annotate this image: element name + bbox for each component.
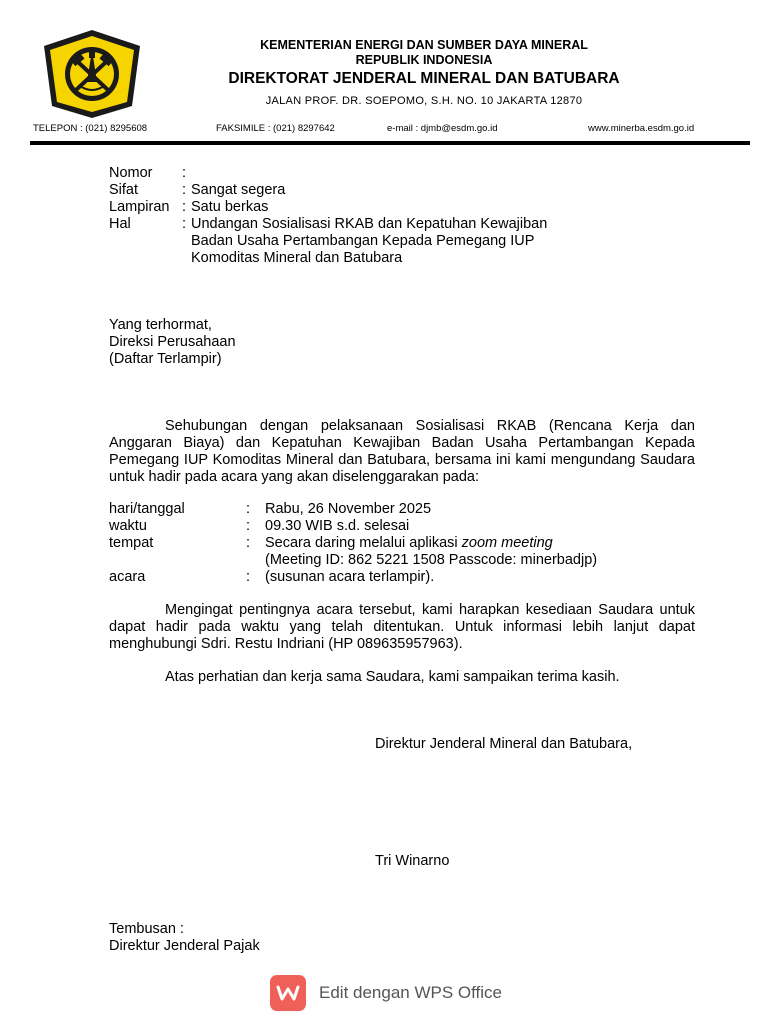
date-value: Rabu, 26 November 2025 xyxy=(265,501,432,517)
closing-text: Mengingat pentingnya acara tersebut, kami harapkan kesediaan Saudara untuk dapat hadir pada waktu yang telah ditentukan. Untuk informasi lebih lanjut dapat menghubungi Sdri. Restu Indriani (HP 089635957963). xyxy=(109,602,695,652)
recipient-line-1: Yang terhormat, xyxy=(109,317,212,333)
website: www.minerba.esdm.go.id xyxy=(588,123,695,134)
sifat-colon: : xyxy=(182,182,187,198)
hal-line-1: Undangan Sosialisasi RKAB dan Kepatuhan Kewajiban xyxy=(191,216,548,232)
signature-name: Tri Winarno xyxy=(375,853,450,869)
email: e-mail : djmb@esdm.go.id xyxy=(387,123,498,134)
sifat-label: Sifat xyxy=(109,182,139,198)
place-value xyxy=(265,535,553,552)
address: JALAN PROF. DR. SOEPOMO, S.H. NO. 10 JAKARTA 12870 xyxy=(265,95,583,107)
place-value-app: zoom meeting xyxy=(461,535,553,551)
agenda-label: acara xyxy=(109,569,146,585)
time-colon: : xyxy=(246,518,251,534)
closing-paragraph xyxy=(109,602,695,653)
ministry-name: KEMENTERIAN ENERGI DAN SUMBER DAYA MINERAL xyxy=(260,38,588,52)
lampiran-label: Lampiran xyxy=(109,199,170,215)
nomor-label: Nomor xyxy=(109,165,153,181)
time-label: waktu xyxy=(109,518,147,534)
wps-logo-icon xyxy=(270,975,306,1011)
intro-paragraph xyxy=(109,418,695,486)
agenda-value: (susunan acara terlampir). xyxy=(265,569,435,585)
recipient-line-2: Direksi Perusahaan xyxy=(109,334,236,350)
fax: FAKSIMILE : (021) 8297642 xyxy=(216,123,335,134)
sifat-value: Sangat segera xyxy=(191,182,286,198)
cc-item-1: Direktur Jenderal Pajak xyxy=(109,938,260,954)
meeting-info: (Meeting ID: 862 5221 1508 Passcode: minerbadjp) xyxy=(265,552,598,568)
directorate-name: DIREKTORAT JENDERAL MINERAL DAN BATUBARA xyxy=(228,70,620,87)
nomor-colon: : xyxy=(182,165,187,181)
signature-title: Direktur Jenderal Mineral dan Batubara, xyxy=(375,736,633,752)
hal-line-3: Komoditas Mineral dan Batubara xyxy=(191,250,403,266)
country-name: REPUBLIK INDONESIA xyxy=(355,53,493,67)
place-label: tempat xyxy=(109,535,154,551)
agenda-colon: : xyxy=(246,569,251,585)
wps-edit-label: Edit dengan WPS Office xyxy=(319,983,503,1002)
phone: TELEPON : (021) 8295608 xyxy=(33,123,148,134)
header-rule xyxy=(30,141,750,145)
time-value: 09.30 WIB s.d. selesai xyxy=(265,518,410,534)
hal-colon: : xyxy=(182,216,187,232)
recipient-line-3: (Daftar Terlampir) xyxy=(109,351,222,367)
hal-label: Hal xyxy=(109,216,131,232)
place-value-text: Secara daring melalui aplikasi xyxy=(265,535,462,551)
date-label: hari/tanggal xyxy=(109,501,185,517)
intro-text: Sehubungan dengan pelaksanaan Sosialisasi RKAB (Rencana Kerja dan Anggaran Biaya) dan Kepatuhan Kewajiban Badan Usaha Pertambangan Kepada Pemegang IUP Komoditas Mineral dan Batubara, bersama ini kami mengundang Saudara untuk hadir pada acara yang akan diselenggarakan pada: xyxy=(109,418,695,485)
thanks-text: Atas perhatian dan kerja sama Saudara, kami sampaikan terima kasih. xyxy=(165,669,620,685)
place-colon: : xyxy=(246,535,251,551)
cc-label: Tembusan : xyxy=(109,921,184,937)
wps-edit-button[interactable] xyxy=(270,975,502,1011)
hal-line-2: Badan Usaha Pertambangan Kepada Pemegang IUP xyxy=(191,233,535,249)
date-colon: : xyxy=(246,501,251,517)
lampiran-colon: : xyxy=(182,199,187,215)
lampiran-value: Satu berkas xyxy=(191,199,269,215)
